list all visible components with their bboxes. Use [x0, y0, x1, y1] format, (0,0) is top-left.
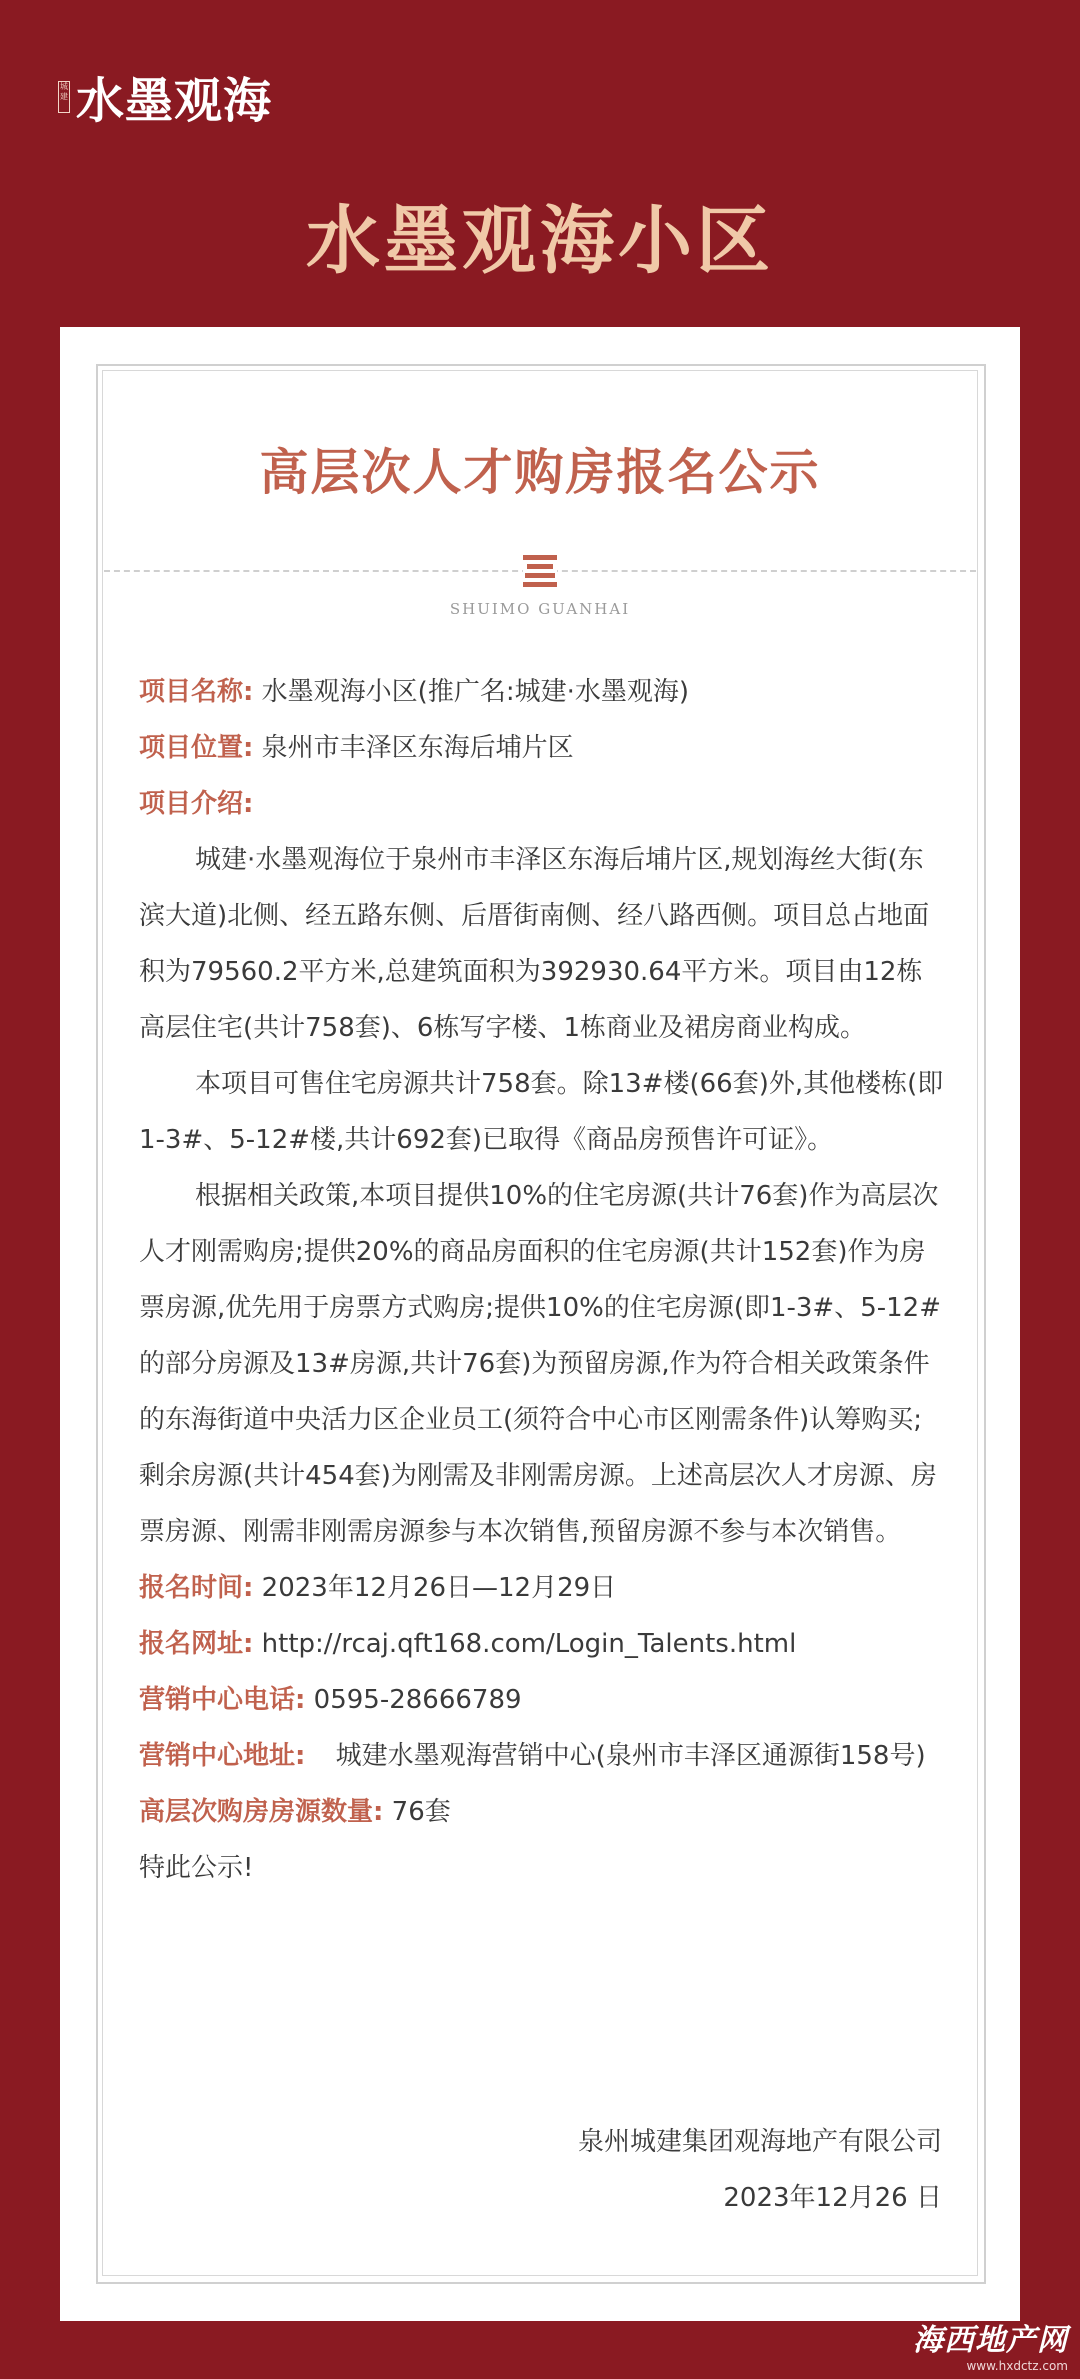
- signup-time-label: 报名时间:: [139, 1573, 254, 1603]
- watermark-url: www.hxdctz.com: [966, 2359, 1068, 2373]
- subtitle-english: SHUIMO GUANHAI: [449, 600, 631, 618]
- notice-title: 高层次人才购房报名公示: [259, 444, 821, 501]
- logo-text: 水墨观海: [76, 73, 273, 129]
- project-location-value: 泉州市丰泽区东海后埔片区: [261, 733, 574, 763]
- signature-block: [578, 2114, 942, 2226]
- signup-time-value: 2023年12月26日—12月29日: [261, 1573, 617, 1603]
- intro-paragraph-2: 本项目可售住宅房源共计758套。除13#楼(66套)外,其他楼栋(即1-3#、5-12#楼,共计692套)已取得《商品房预售许可证》。: [139, 1069, 944, 1155]
- intro-paragraph-3: 根据相关政策,本项目提供10%的住宅房源(共计76套)作为高层次人才刚需购房;提供20%的商品房面积的住宅房源(共计152套)作为房票房源,优先用于房票方式购房;提供10%的住宅房源(即1-3#、5-12#的部分房源及13#房源,共计76套)为预留房源,作为符合相关政策条件的东海街道中央活力区企业员工(须符合中心市区刚需条件)认筹购买;剩余房源(共计454套)为刚需及非刚需房源。上述高层次人才房源、房票房源、刚需非刚需房源参与本次销售,预留房源不参与本次销售。: [139, 1181, 942, 1547]
- signature-company: 泉州城建集团观海地产有限公司: [577, 2127, 942, 2157]
- address-value: 城建水墨观海营销中心(泉州市丰泽区通源街158号): [335, 1741, 926, 1771]
- quota-label: 高层次购房房源数量:: [139, 1797, 384, 1827]
- phone-label: 营销中心电话:: [139, 1685, 306, 1715]
- intro-paragraph-1: 城建·水墨观海位于泉州市丰泽区东海后埔片区,规划海丝大街(东滨大道)北侧、经五路东侧、后厝街南侧、经八路西侧。项目总占地面积为79560.2平方米,总建筑面积为392930.64平方米。项目由12栋高层住宅(共计758套)、6栋写字楼、1栋商业及裙房商业构成。: [139, 845, 930, 1043]
- project-intro-row: [139, 776, 945, 832]
- brand-logo: [58, 62, 272, 131]
- project-intro-label: 项目介绍:: [139, 789, 254, 819]
- signup-url-row: [139, 1616, 945, 1672]
- project-name-value: 水墨观海小区(推广名:城建·水墨观海): [261, 677, 689, 707]
- project-name-label: 项目名称:: [139, 677, 254, 707]
- signature-date: 2023年12月26 日: [723, 2183, 942, 2213]
- page-headline: 水墨观海小区: [306, 198, 774, 284]
- notice-body: [139, 664, 945, 1896]
- watermark-name: 海西地产网: [913, 2323, 1068, 2358]
- logo-seal: 城建: [58, 81, 70, 113]
- project-location-row: [139, 720, 945, 776]
- site-watermark: [913, 2324, 1068, 2374]
- address-label: 营销中心地址:: [139, 1741, 306, 1771]
- signup-url-link[interactable]: http://rcaj.qft168.com/Login_Talents.html: [261, 1629, 797, 1659]
- signup-url-label: 报名网址:: [139, 1629, 254, 1659]
- quota-row: [139, 1784, 945, 1840]
- phone-row: [139, 1672, 945, 1728]
- emblem-icon: [523, 555, 557, 587]
- address-row: [139, 1728, 945, 1784]
- signup-time-row: [139, 1560, 945, 1616]
- closing-text: 特此公示!: [139, 1853, 254, 1883]
- notice-card: [60, 327, 1020, 2321]
- quota-value: 76套: [391, 1797, 451, 1827]
- project-name-row: [139, 664, 945, 720]
- project-location-label: 项目位置:: [139, 733, 254, 763]
- phone-value: 0595-28666789: [313, 1685, 522, 1715]
